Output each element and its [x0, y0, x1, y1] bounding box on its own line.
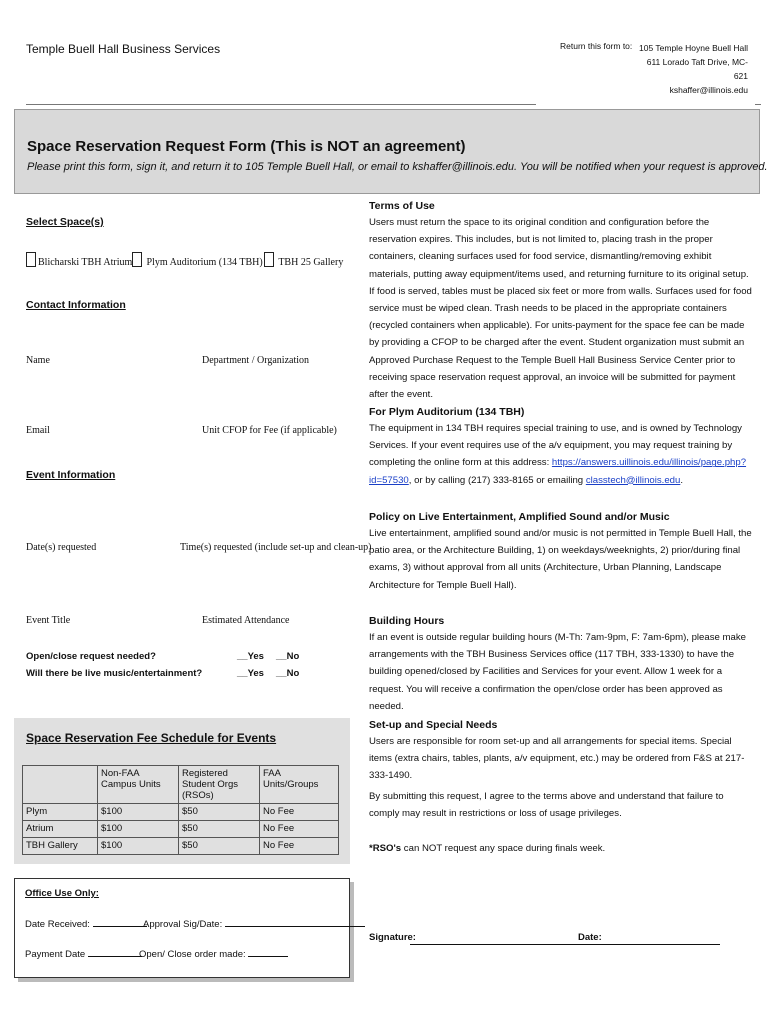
plym-body: The equipment in 134 TBH requires special training to use, and is owned by Technology Services. If your event requires use of the a/v equipment, you may request training by completing the online form at this address: https://answers.uillinois.edu/illinois/page.php?id=57530, or by calling (217) 333-8165 or emailing classtech@illinois.edu.	[369, 423, 747, 486]
table-header-cell: FAA Units/Groups	[260, 766, 339, 804]
table-cell: $50	[179, 804, 260, 821]
dates-field[interactable]: Date(s) requested	[26, 542, 97, 553]
table-cell: No Fee	[260, 838, 339, 855]
building-hours-section	[369, 615, 752, 715]
live-music-question: Will there be live music/entertainment?	[26, 668, 203, 679]
open-close-no[interactable]: __No	[276, 651, 300, 662]
table-row	[23, 838, 339, 855]
checkbox[interactable]	[26, 252, 36, 267]
rso-note: *RSO's can NOT request any space during finals week.	[369, 843, 606, 854]
return-address-line: 105 Temple Hoyne Buell Hall	[639, 43, 748, 53]
approval-field[interactable]: Approval Sig/Date:	[143, 919, 365, 930]
plym-section	[369, 406, 752, 489]
times-field[interactable]: Time(s) requested (include set-up and clean-up)	[180, 542, 372, 553]
email-field[interactable]: Email	[26, 425, 50, 436]
return-label: Return this form to:	[560, 41, 633, 51]
table-cell: $100	[98, 804, 179, 821]
form-instructions: Please print this form, sign it, and return it to 105 Temple Buell Hall, or email to kshaffer@illinois.edu. You will be notified when your request is approved.	[27, 161, 768, 173]
fee-schedule-box	[14, 718, 350, 864]
checkbox[interactable]	[132, 252, 142, 267]
cfop-field[interactable]: Unit CFOP for Fee (if applicable)	[202, 425, 337, 436]
terms-body: Users must return the space to its original condition and configuration before the reservation expires. This includes, but is not limited to, placing trash in the proper containers, cleaning surfaces used for food service, dismantling/removing exhibit materials, putting away equipment/items used, and returning furniture to its original setup. If food is served, tables must be placed six feet or more from walls. Surfaces used for food service must be wiped clean. Trash needs to be placed in the appropriate containers (recycled containers when applicable). For units-payment for the space fee can be made by providing a CFOP to be charged after the event. Student organization must submit an Approved Purchase Request to the Temple Buell Hall Business Service Center prior to receiving space reservation request approval, an invoice will be submitted for payment after the event.	[369, 217, 752, 401]
table-row	[23, 804, 339, 821]
return-address-line: 611 Lorado Taft Drive, MC-621	[646, 57, 748, 81]
organization-name: Temple Buell Hall Business Services	[26, 42, 221, 56]
live-music-no[interactable]: __No	[276, 668, 300, 679]
title-banner	[14, 109, 768, 194]
contact-heading: Contact Information	[26, 299, 126, 311]
payment-date-field[interactable]: Payment Date	[25, 949, 142, 960]
form-title: Space Reservation Request Form (This is NOT an agreement)	[27, 138, 466, 155]
training-link[interactable]: https://answers.uillinois.edu/illinois/page.php?id=57530	[369, 457, 747, 486]
table-cell: Atrium	[23, 821, 98, 838]
table-header-cell	[23, 766, 98, 804]
open-close-question: Open/close request needed?	[26, 651, 156, 662]
office-use-box	[14, 878, 350, 978]
table-cell: No Fee	[260, 821, 339, 838]
plym-heading: For Plym Auditorium (134 TBH)	[369, 406, 525, 418]
return-address-line: kshaffer@illinois.edu	[669, 85, 748, 95]
space-option-atrium[interactable]: Blicharski TBH Atrium	[26, 252, 132, 268]
date-label: Date:	[578, 932, 602, 943]
attendance-field[interactable]: Estimated Attendance	[202, 615, 290, 626]
open-close-yes[interactable]: __Yes	[237, 651, 264, 662]
building-hours-heading: Building Hours	[369, 615, 445, 627]
table-cell: $50	[179, 821, 260, 838]
classtech-email-link[interactable]: classtech@illinois.edu	[585, 474, 681, 486]
live-entertainment-section	[369, 511, 752, 594]
terms-heading: Terms of Use	[369, 200, 435, 212]
live-music-yes[interactable]: __Yes	[237, 668, 264, 679]
select-space-heading: Select Space(s)	[26, 216, 104, 228]
checkbox[interactable]	[264, 252, 274, 267]
space-option-plym[interactable]: Plym Auditorium (134 TBH)	[132, 252, 263, 268]
signature-label: Signature:	[369, 932, 416, 943]
building-hours-body: If an event is outside regular building hours (M-Th: 7am-9pm, F: 7am-6pm), please make arrangements with the TBH Business Services office (117 TBH, 333-1330) to have the building opened/closed by Facilities and Services for your event. Allow 1 week for a request. You will receive a confirmation the open/close order has been approved as needed.	[369, 632, 746, 712]
policies-column	[369, 200, 752, 403]
table-cell: Plym	[23, 804, 98, 821]
space-option-gallery[interactable]: TBH 25 Gallery	[264, 252, 343, 268]
table-row	[23, 821, 339, 838]
open-close-order-field[interactable]: Open/ Close order made:	[139, 949, 288, 960]
date-received-field[interactable]: Date Received:	[25, 919, 147, 930]
return-address	[636, 41, 748, 97]
table-cell: TBH Gallery	[23, 838, 98, 855]
table-header-cell: Non-FAA Campus Units	[98, 766, 179, 804]
table-header-cell: Registered Student Orgs (RSOs)	[179, 766, 260, 804]
live-entertainment-heading: Policy on Live Entertainment, Amplified Sound and/or Music	[369, 511, 670, 523]
office-use-heading: Office Use Only:	[25, 888, 99, 899]
setup-section	[369, 719, 752, 785]
fee-table	[22, 765, 339, 855]
table-cell: No Fee	[260, 804, 339, 821]
live-entertainment-body: Live entertainment, amplified sound and/or music is not permitted in Temple Buell Hall, the patio area, or the Architecture Building, 1) on weekdays/weeknights, 2) prior/during final exams, 3) without approval from all units (Architecture, Urban Planning, Landscape Architecture for Temple Buell Hall).	[369, 528, 752, 591]
table-cell: $100	[98, 821, 179, 838]
name-field[interactable]: Name	[26, 355, 50, 366]
table-cell: $50	[179, 838, 260, 855]
header-divider	[755, 104, 761, 105]
fee-schedule-heading: Space Reservation Fee Schedule for Events	[26, 731, 277, 745]
table-cell: $100	[98, 838, 179, 855]
event-heading: Event Information	[26, 469, 116, 481]
table-header-row	[23, 766, 339, 804]
department-field[interactable]: Department / Organization	[202, 355, 310, 366]
setup-body: Users are responsible for room set-up and all arrangements for special items. Special items (extra chairs, tables, plants, a/v equipment, etc.) may be ordered from F&S at 217-333-1490.	[369, 736, 745, 782]
setup-heading: Set-up and Special Needs	[369, 719, 498, 731]
agreement-statement: By submitting this request, I agree to the terms above and understand that failure to comply may result in restrictions or loss of usage privileges.	[369, 791, 724, 820]
header-divider	[26, 104, 536, 105]
event-title-field[interactable]: Event Title	[26, 615, 71, 626]
signature-line[interactable]	[410, 944, 720, 945]
